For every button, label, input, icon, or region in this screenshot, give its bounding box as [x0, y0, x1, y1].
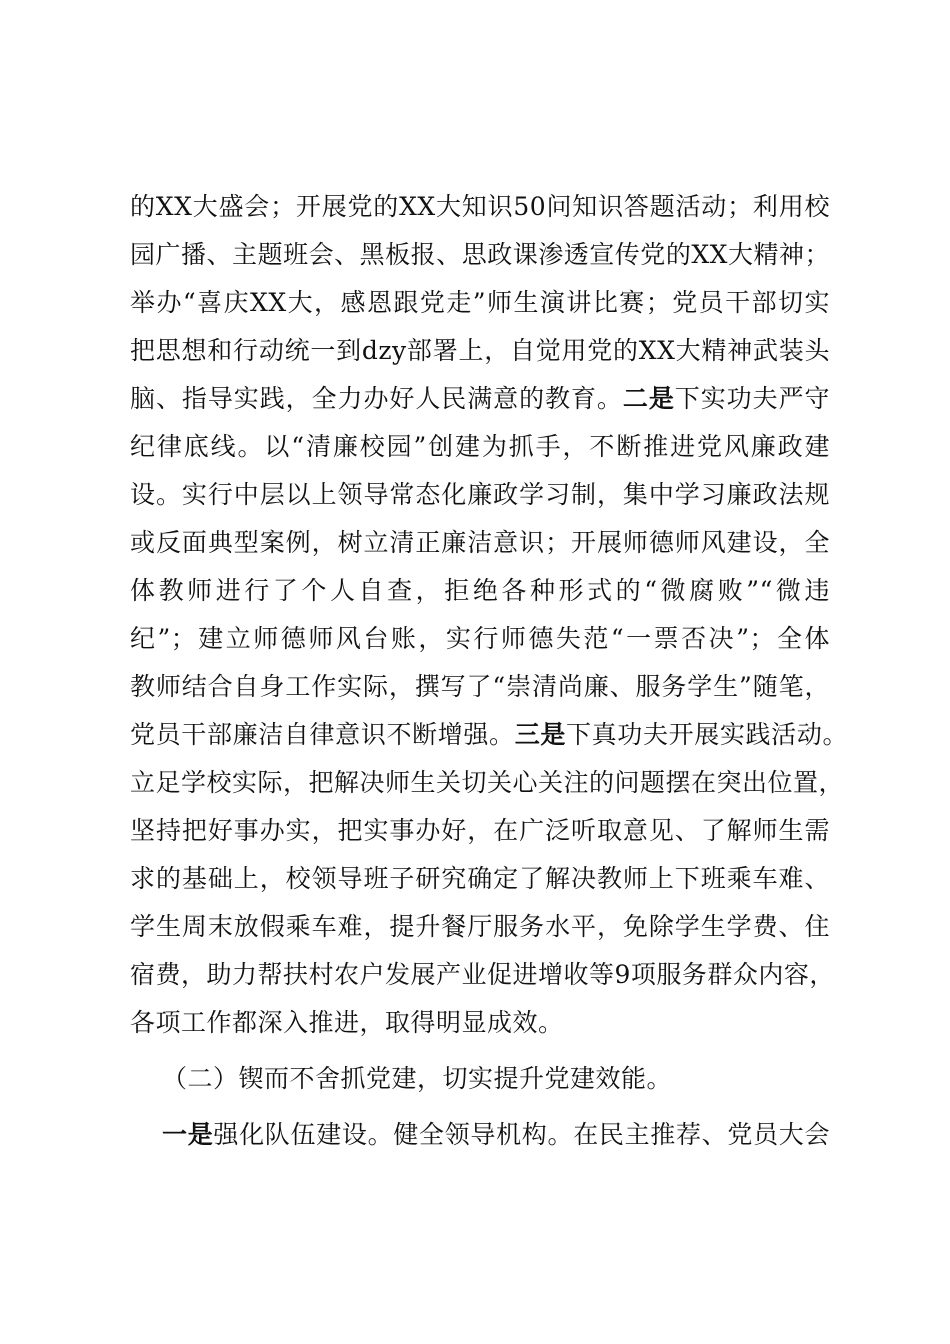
bold-marker: 二是	[622, 384, 675, 413]
line-text: 强化队伍建设。健全领导机构。在民主推荐、党员大会	[213, 1120, 830, 1149]
paragraph-line: 设。实行中层以上领导常态化廉政学习制，集中学习廉政法规	[130, 480, 830, 509]
paragraph-line: 或反面典型案例，树立清正廉洁意识；开展师德师风建设，全	[130, 528, 830, 557]
paragraph-line: 教师结合自身工作实际，撰写了“崇清尚廉、服务学生”随笔，	[130, 672, 830, 701]
line-text: 党员干部廉洁自律意识不断增强。	[130, 720, 515, 749]
paragraph-line: 求的基础上，校领导班子研究确定了解决教师上下班乘车难、	[130, 864, 830, 893]
paragraph-line: 纪律底线。以“清廉校园”创建为抓手，不断推进党风廉政建	[130, 432, 830, 461]
paragraph-line: 各项工作都深入推进，取得明显成效。	[130, 1008, 564, 1037]
line-text: 下实功夫严守	[674, 384, 830, 413]
paragraph-line: 立足学校实际，把解决师生关切关心关注的问题摆在突出位置，	[130, 768, 845, 797]
paragraph-line: 纪”；建立师德师风台账，实行师德失范“一票否决”；全体	[130, 624, 830, 653]
section-heading: （二）锲而不舍抓党建，切实提升党建效能。	[162, 1064, 673, 1093]
paragraph-line: 园广播、主题班会、黑板报、思政课渗透宣传党的XX大精神；	[130, 240, 830, 269]
paragraph-line	[130, 379, 830, 419]
bold-marker: 三是	[514, 720, 566, 749]
paragraph-line: 把思想和行动统一到dzy部署上，自觉用党的XX大精神武装头	[130, 336, 830, 365]
paragraph-line: 坚持把好事办实，把实事办好，在广泛听取意见、了解师生需	[130, 816, 830, 845]
line-text: 脑、指导实践，全力办好人民满意的教育。	[130, 384, 623, 413]
line-text: 下真功夫开展实践活动。	[566, 720, 848, 749]
paragraph-line: 学生周末放假乘车难，提升餐厅服务水平，免除学生学费、住	[130, 912, 830, 941]
paragraph-line: 体教师进行了个人自查，拒绝各种形式的“微腐败”“微违	[130, 576, 830, 605]
paragraph-line: 的XX大盛会；开展党的XX大知识50问知识答题活动；利用校	[130, 192, 830, 221]
paragraph-line: 宿费，助力帮扶村农户发展产业促进增收等9项服务群众内容，	[130, 960, 835, 989]
bold-marker: 一是	[162, 1120, 214, 1149]
paragraph-line	[130, 715, 848, 755]
paragraph-line	[162, 1115, 830, 1155]
paragraph-line: 举办“喜庆XX大，感恩跟党走”师生演讲比赛；党员干部切实	[130, 288, 830, 317]
